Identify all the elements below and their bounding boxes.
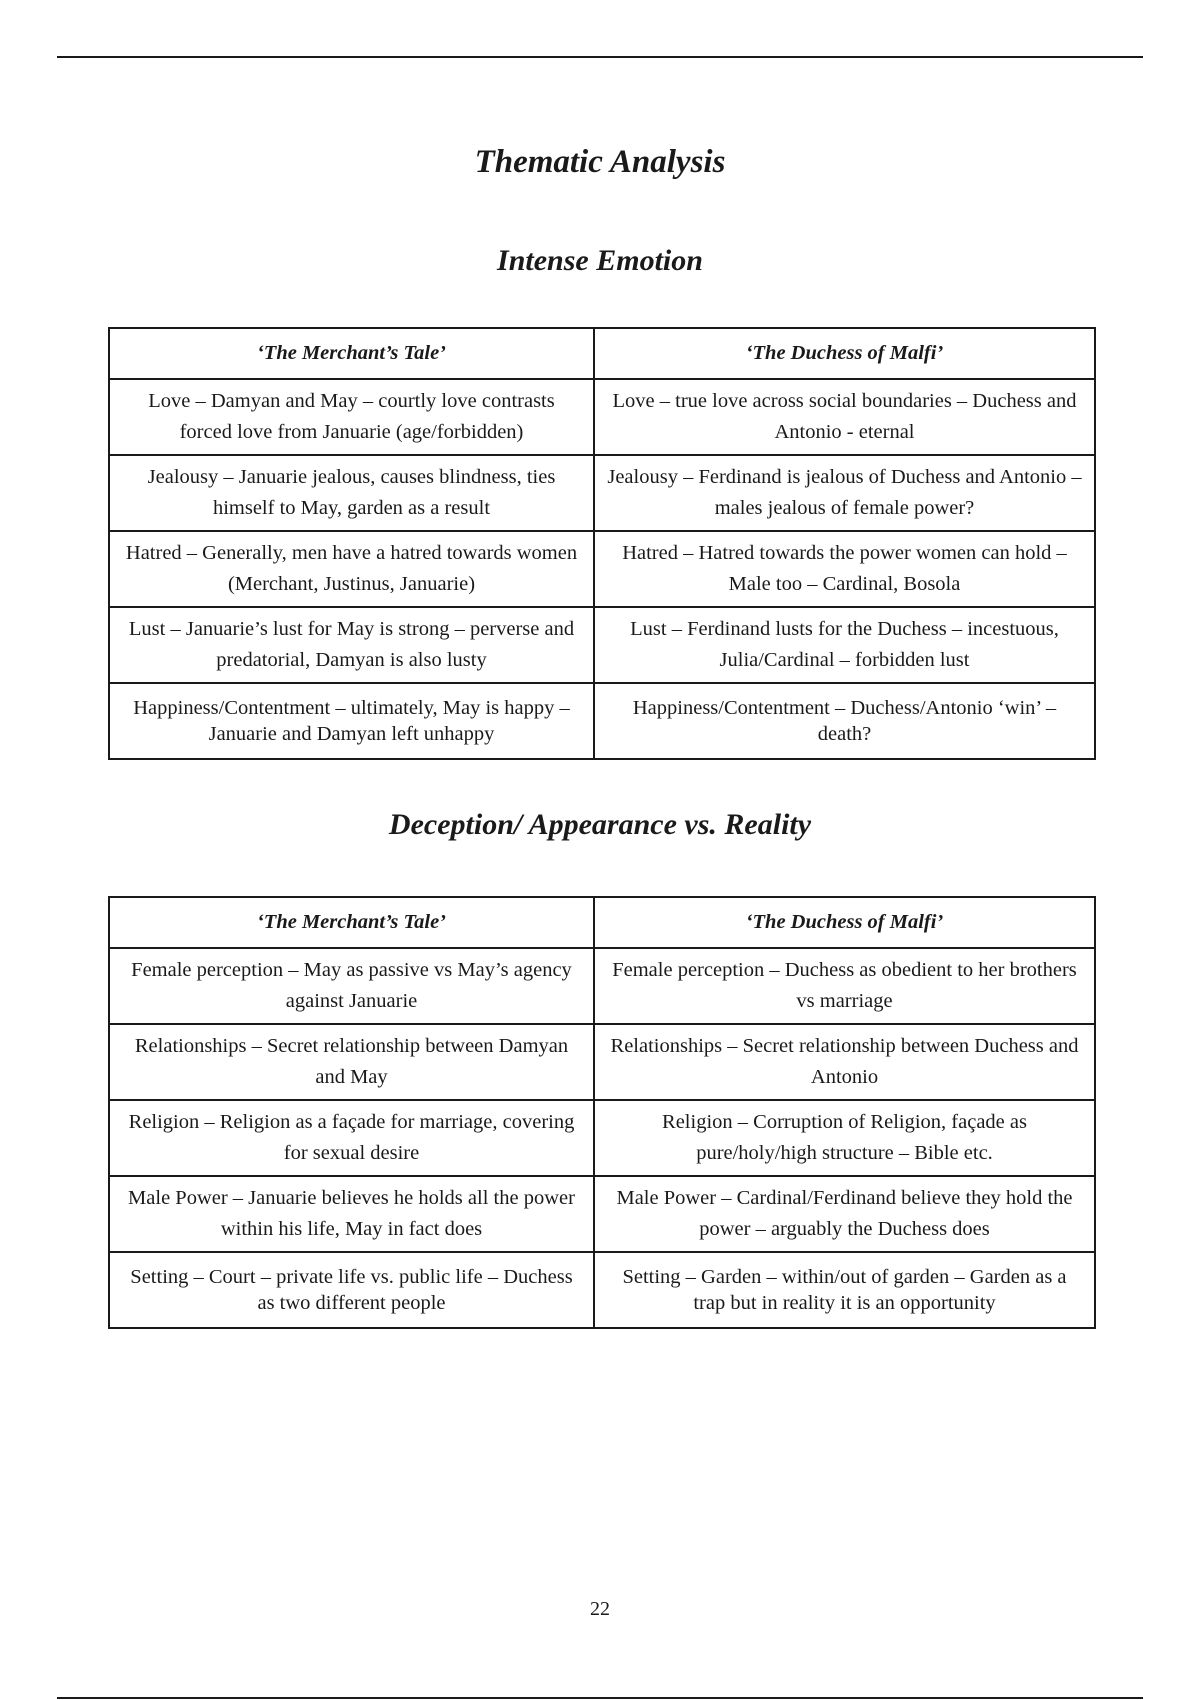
- table-row: [109, 948, 1095, 1024]
- deception-table: [108, 896, 1096, 1329]
- table-row: [109, 455, 1095, 531]
- table-cell: Male Power – Cardinal/Ferdinand believe they hold the power – arguably the Duchess does: [594, 1176, 1095, 1252]
- table-cell: Male Power – Januarie believes he holds all the power within his life, May in fact does: [109, 1176, 594, 1252]
- table-cell: Setting – Court – private life vs. public life – Duchess as two different people: [109, 1252, 594, 1328]
- table-cell: Hatred – Generally, men have a hatred towards women (Merchant, Justinus, Januarie): [109, 531, 594, 607]
- column-header-merchants-tale: ‘The Merchant’s Tale’: [109, 897, 594, 948]
- table-cell: Jealousy – Januarie jealous, causes blindness, ties himself to May, garden as a result: [109, 455, 594, 531]
- table-header-row: [109, 328, 1095, 379]
- table-row: [109, 1252, 1095, 1328]
- page-title: Thematic Analysis: [474, 144, 726, 180]
- table-row: [109, 1024, 1095, 1100]
- table-row: [109, 379, 1095, 455]
- table-cell: Hatred – Hatred towards the power women can hold – Male too – Cardinal, Bosola: [594, 531, 1095, 607]
- table-row: [109, 607, 1095, 683]
- column-header-merchants-tale: ‘The Merchant’s Tale’: [109, 328, 594, 379]
- table-cell: Happiness/Contentment – ultimately, May is happy – Januarie and Damyan left unhappy: [109, 683, 594, 759]
- table-row: [109, 531, 1095, 607]
- section-heading-intense-emotion: Intense Emotion: [497, 244, 703, 277]
- top-rule: [57, 56, 1143, 58]
- table-row: [109, 1100, 1095, 1176]
- table-cell: Love – true love across social boundaries – Duchess and Antonio - eternal: [594, 379, 1095, 455]
- table-cell: Love – Damyan and May – courtly love contrasts forced love from Januarie (age/forbidden): [109, 379, 594, 455]
- table-cell: Religion – Corruption of Religion, façade as pure/holy/high structure – Bible etc.: [594, 1100, 1095, 1176]
- table-cell: Happiness/Contentment – Duchess/Antonio ‘win’ – death?: [594, 683, 1095, 759]
- page-number: 22: [590, 1598, 610, 1620]
- table-row: [109, 1176, 1095, 1252]
- column-header-duchess-of-malfi: ‘The Duchess of Malfi’: [594, 897, 1095, 948]
- table-cell: Setting – Garden – within/out of garden – Garden as a trap but in reality it is an opportunity: [594, 1252, 1095, 1328]
- bottom-rule: [57, 1697, 1143, 1699]
- table-cell: Religion – Religion as a façade for marriage, covering for sexual desire: [109, 1100, 594, 1176]
- table-cell: Lust – Ferdinand lusts for the Duchess – incestuous, Julia/Cardinal – forbidden lust: [594, 607, 1095, 683]
- intense-emotion-table: [108, 327, 1096, 760]
- table-cell: Female perception – May as passive vs May’s agency against Januarie: [109, 948, 594, 1024]
- table-cell: Relationships – Secret relationship between Duchess and Antonio: [594, 1024, 1095, 1100]
- section-heading-deception: Deception/ Appearance vs. Reality: [388, 808, 812, 841]
- table-cell: Lust – Januarie’s lust for May is strong – perverse and predatorial, Damyan is also lusty: [109, 607, 594, 683]
- table-cell: Jealousy – Ferdinand is jealous of Duchess and Antonio – males jealous of female power?: [594, 455, 1095, 531]
- column-header-duchess-of-malfi: ‘The Duchess of Malfi’: [594, 328, 1095, 379]
- table-cell: Female perception – Duchess as obedient to her brothers vs marriage: [594, 948, 1095, 1024]
- table-header-row: [109, 897, 1095, 948]
- table-cell: Relationships – Secret relationship between Damyan and May: [109, 1024, 594, 1100]
- table-row: [109, 683, 1095, 759]
